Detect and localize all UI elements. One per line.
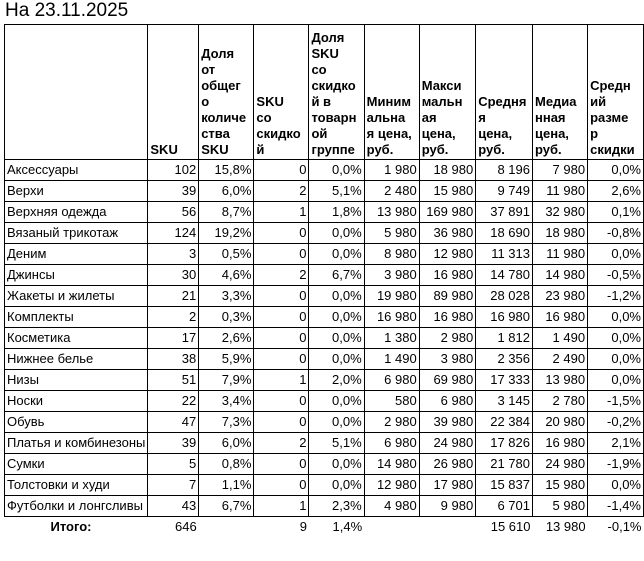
value-cell[interactable]: 0: [254, 328, 309, 349]
value-cell[interactable]: 124: [148, 223, 199, 244]
value-cell[interactable]: 13 980: [533, 370, 588, 391]
value-cell[interactable]: 2 980: [364, 412, 419, 433]
value-cell[interactable]: 3,4%: [199, 391, 254, 412]
value-cell[interactable]: 26 980: [419, 454, 475, 475]
category-cell[interactable]: Сумки: [5, 454, 148, 475]
value-cell[interactable]: 8 980: [364, 244, 419, 265]
table-row: [5, 412, 644, 433]
value-cell[interactable]: 0,0%: [588, 475, 644, 496]
value-cell[interactable]: 18 690: [476, 223, 533, 244]
value-cell[interactable]: 3 980: [364, 265, 419, 286]
value-cell[interactable]: 39 980: [419, 412, 475, 433]
value-cell[interactable]: 1 490: [364, 349, 419, 370]
value-cell[interactable]: 0,0%: [588, 328, 644, 349]
value-cell[interactable]: 22: [148, 391, 199, 412]
value-cell[interactable]: 18 980: [533, 223, 588, 244]
value-cell[interactable]: 0: [254, 286, 309, 307]
value-cell[interactable]: 0,0%: [309, 286, 364, 307]
value-cell[interactable]: 5 980: [364, 223, 419, 244]
category-cell[interactable]: Жакеты и жилеты: [5, 286, 148, 307]
header-category: [5, 25, 148, 160]
value-cell[interactable]: 21 780: [476, 454, 533, 475]
value-cell[interactable]: 15 980: [419, 181, 475, 202]
sku-summary-table: [4, 24, 644, 537]
value-cell[interactable]: 2,6%: [199, 328, 254, 349]
header-max-price: Макси мальн ая цена, руб.: [419, 25, 475, 160]
total-value: 15 610: [490, 519, 531, 534]
value-cell[interactable]: 38: [148, 349, 199, 370]
value-cell[interactable]: 0: [254, 475, 309, 496]
value-cell[interactable]: 2 980: [419, 328, 475, 349]
value-cell[interactable]: 8,7%: [199, 202, 254, 223]
header-avg-price: Средня я цена, руб.: [476, 25, 533, 160]
category-cell[interactable]: Комплекты: [5, 307, 148, 328]
value-cell[interactable]: 5,1%: [309, 433, 364, 454]
value-cell[interactable]: 3 145: [476, 391, 533, 412]
category-cell[interactable]: Носки: [5, 391, 148, 412]
value-cell[interactable]: 0: [254, 412, 309, 433]
table-row: [5, 307, 644, 328]
header-median-price: Медиа нная цена, руб.: [533, 25, 588, 160]
value-cell[interactable]: 4 980: [364, 496, 419, 517]
value-cell[interactable]: 6 980: [364, 370, 419, 391]
value-cell[interactable]: 0: [254, 160, 309, 181]
category-cell[interactable]: Футболки и лонгсливы: [5, 496, 148, 517]
value-cell[interactable]: 17 826: [476, 433, 533, 454]
value-cell[interactable]: 8 196: [476, 160, 533, 181]
value-cell[interactable]: 1: [254, 370, 309, 391]
value-cell[interactable]: 6,0%: [199, 181, 254, 202]
value-cell[interactable]: 0,8%: [199, 454, 254, 475]
table-row: [5, 223, 644, 244]
value-cell[interactable]: 7,9%: [199, 370, 254, 391]
value-cell[interactable]: 3 980: [419, 349, 475, 370]
value-cell[interactable]: 1: [254, 202, 309, 223]
value-cell[interactable]: 2 490: [533, 349, 588, 370]
value-cell[interactable]: 16 980: [419, 307, 475, 328]
value-cell[interactable]: 0,1%: [588, 202, 644, 223]
category-cell[interactable]: Низы: [5, 370, 148, 391]
value-cell[interactable]: 15 837: [476, 475, 533, 496]
value-cell[interactable]: 7,3%: [199, 412, 254, 433]
value-cell[interactable]: 1 812: [476, 328, 533, 349]
table-row: [5, 265, 644, 286]
category-cell[interactable]: Нижнее белье: [5, 349, 148, 370]
category-cell[interactable]: Деним: [5, 244, 148, 265]
total-value: 9: [299, 519, 307, 534]
value-cell[interactable]: -0,5%: [588, 265, 644, 286]
category-cell[interactable]: Платья и комбинезоны: [5, 433, 148, 454]
value-cell[interactable]: 15 980: [533, 475, 588, 496]
value-cell[interactable]: 39: [148, 181, 199, 202]
value-cell[interactable]: 0,3%: [199, 307, 254, 328]
value-cell[interactable]: 0,0%: [309, 349, 364, 370]
value-cell[interactable]: 11 980: [533, 244, 588, 265]
value-cell[interactable]: 0,0%: [309, 391, 364, 412]
header-avg-discount: Средн ий разме р скидки: [588, 25, 644, 160]
value-cell[interactable]: 19 980: [364, 286, 419, 307]
value-cell[interactable]: 16 980: [533, 307, 588, 328]
value-cell[interactable]: 17 333: [476, 370, 533, 391]
value-cell[interactable]: 0,0%: [309, 454, 364, 475]
value-cell[interactable]: 17: [148, 328, 199, 349]
value-cell[interactable]: 1 980: [364, 160, 419, 181]
value-cell[interactable]: 0,0%: [309, 328, 364, 349]
total-value: 646: [174, 519, 197, 534]
value-cell[interactable]: 5 980: [533, 496, 588, 517]
value-cell[interactable]: 102: [148, 160, 199, 181]
value-cell[interactable]: 2,0%: [309, 370, 364, 391]
category-cell[interactable]: Верхи: [5, 181, 148, 202]
table-row: [5, 202, 644, 223]
value-cell[interactable]: 2 480: [364, 181, 419, 202]
value-cell[interactable]: 0,0%: [309, 223, 364, 244]
table-row: [5, 181, 644, 202]
category-cell[interactable]: Джинсы: [5, 265, 148, 286]
value-cell[interactable]: 37 891: [476, 202, 533, 223]
value-cell[interactable]: 16 980: [533, 433, 588, 454]
value-cell[interactable]: 2 356: [476, 349, 533, 370]
category-cell[interactable]: Аксессуары: [5, 160, 148, 181]
header-min-price: Миним альна я цена, руб.: [364, 25, 419, 160]
value-cell[interactable]: 15,8%: [199, 160, 254, 181]
value-cell[interactable]: 6,7%: [309, 265, 364, 286]
value-cell[interactable]: 30: [148, 265, 199, 286]
value-cell[interactable]: 4,6%: [199, 265, 254, 286]
value-cell[interactable]: 0,0%: [588, 370, 644, 391]
category-cell[interactable]: Верхняя одежда: [5, 202, 148, 223]
table-row: [5, 328, 644, 349]
value-cell[interactable]: 6,7%: [199, 496, 254, 517]
total-value: [199, 517, 254, 538]
value-cell[interactable]: 2: [254, 181, 309, 202]
header-row: [5, 25, 644, 160]
value-cell[interactable]: 12 980: [364, 475, 419, 496]
table-row: [5, 244, 644, 265]
value-cell[interactable]: 14 980: [364, 454, 419, 475]
value-cell[interactable]: 5,9%: [199, 349, 254, 370]
header-sku-share: Доля от общег о количе ства SKU: [199, 25, 254, 160]
header-sku: SKU: [148, 25, 199, 160]
total-row: [5, 517, 644, 538]
value-cell[interactable]: 9 980: [419, 496, 475, 517]
category-cell[interactable]: Вязаный трикотаж: [5, 223, 148, 244]
value-cell[interactable]: 32 980: [533, 202, 588, 223]
value-cell[interactable]: 23 980: [533, 286, 588, 307]
value-cell[interactable]: 0,0%: [588, 244, 644, 265]
value-cell[interactable]: 7: [148, 475, 199, 496]
table-row: [5, 391, 644, 412]
value-cell[interactable]: 0: [254, 349, 309, 370]
value-cell[interactable]: 11 313: [476, 244, 533, 265]
value-cell[interactable]: 0,0%: [309, 307, 364, 328]
value-cell[interactable]: 1,8%: [309, 202, 364, 223]
value-cell[interactable]: 2: [148, 307, 199, 328]
value-cell[interactable]: 28 028: [476, 286, 533, 307]
value-cell[interactable]: 0: [254, 223, 309, 244]
total-value: -0,1%: [607, 519, 642, 534]
category-cell[interactable]: Толстовки и худи: [5, 475, 148, 496]
value-cell[interactable]: 21: [148, 286, 199, 307]
value-cell[interactable]: 16 980: [476, 307, 533, 328]
value-cell[interactable]: 0: [254, 244, 309, 265]
value-cell[interactable]: 0: [254, 391, 309, 412]
value-cell[interactable]: -0,2%: [588, 412, 644, 433]
value-cell[interactable]: 6 980: [364, 433, 419, 454]
total-label: Итого:: [50, 519, 92, 534]
value-cell[interactable]: 2: [254, 265, 309, 286]
value-cell[interactable]: 47: [148, 412, 199, 433]
total-value: 1,4%: [332, 519, 363, 534]
table-row: [5, 496, 644, 517]
value-cell[interactable]: 2,3%: [309, 496, 364, 517]
value-cell[interactable]: 51: [148, 370, 199, 391]
value-cell[interactable]: 14 780: [476, 265, 533, 286]
value-cell[interactable]: 56: [148, 202, 199, 223]
value-cell[interactable]: 580: [364, 391, 419, 412]
value-cell[interactable]: 0,0%: [309, 160, 364, 181]
value-cell[interactable]: 5: [148, 454, 199, 475]
value-cell[interactable]: 24 980: [419, 433, 475, 454]
value-cell[interactable]: 19,2%: [199, 223, 254, 244]
value-cell[interactable]: 9 749: [476, 181, 533, 202]
value-cell[interactable]: 0,5%: [199, 244, 254, 265]
value-cell[interactable]: 0,0%: [588, 307, 644, 328]
value-cell[interactable]: 18 980: [419, 160, 475, 181]
value-cell[interactable]: 16 980: [419, 265, 475, 286]
value-cell[interactable]: 0: [254, 307, 309, 328]
value-cell[interactable]: 36 980: [419, 223, 475, 244]
value-cell[interactable]: 0,0%: [588, 160, 644, 181]
value-cell[interactable]: 0: [254, 454, 309, 475]
table-row: [5, 370, 644, 391]
header-sku-discount: SKU со скидко й: [254, 25, 309, 160]
category-cell[interactable]: Обувь: [5, 412, 148, 433]
value-cell[interactable]: 1: [254, 496, 309, 517]
value-cell[interactable]: 22 384: [476, 412, 533, 433]
value-cell[interactable]: 7 980: [533, 160, 588, 181]
table-row: [5, 160, 644, 181]
value-cell[interactable]: 89 980: [419, 286, 475, 307]
value-cell[interactable]: -1,4%: [588, 496, 644, 517]
value-cell[interactable]: 69 980: [419, 370, 475, 391]
report-date-title: На 23.11.2025: [5, 0, 129, 21]
value-cell[interactable]: 0,0%: [309, 412, 364, 433]
value-cell[interactable]: 3,3%: [199, 286, 254, 307]
header-discount-share: Доля SKU со скидко й в товарн ой группе: [309, 25, 364, 160]
category-cell[interactable]: Косметика: [5, 328, 148, 349]
table-row: [5, 433, 644, 454]
value-cell[interactable]: 2 780: [533, 391, 588, 412]
value-cell[interactable]: 6,0%: [199, 433, 254, 454]
value-cell[interactable]: 12 980: [419, 244, 475, 265]
total-value: [419, 517, 475, 538]
value-cell[interactable]: 17 980: [419, 475, 475, 496]
value-cell[interactable]: -1,5%: [588, 391, 644, 412]
value-cell[interactable]: 39: [148, 433, 199, 454]
value-cell[interactable]: 20 980: [533, 412, 588, 433]
value-cell[interactable]: 16 980: [364, 307, 419, 328]
value-cell[interactable]: 0,0%: [309, 244, 364, 265]
value-cell[interactable]: 2,1%: [588, 433, 644, 454]
value-cell[interactable]: 1 380: [364, 328, 419, 349]
total-value: 13 980: [545, 519, 586, 534]
value-cell[interactable]: 6 980: [419, 391, 475, 412]
value-cell[interactable]: -1,9%: [588, 454, 644, 475]
value-cell[interactable]: 0,0%: [588, 349, 644, 370]
value-cell[interactable]: 3: [148, 244, 199, 265]
value-cell[interactable]: 5,1%: [309, 181, 364, 202]
table-row: [5, 475, 644, 496]
value-cell[interactable]: 2: [254, 433, 309, 454]
table-row: [5, 454, 644, 475]
value-cell[interactable]: 1,1%: [199, 475, 254, 496]
table-row: [5, 286, 644, 307]
table-row: [5, 349, 644, 370]
value-cell[interactable]: 1 490: [533, 328, 588, 349]
value-cell[interactable]: 11 980: [533, 181, 588, 202]
value-cell[interactable]: 13 980: [364, 202, 419, 223]
value-cell[interactable]: 2,6%: [588, 181, 644, 202]
value-cell[interactable]: 6 701: [476, 496, 533, 517]
value-cell[interactable]: 0,0%: [309, 475, 364, 496]
value-cell[interactable]: -1,2%: [588, 286, 644, 307]
value-cell[interactable]: -0,8%: [588, 223, 644, 244]
value-cell[interactable]: 43: [148, 496, 199, 517]
value-cell[interactable]: 24 980: [533, 454, 588, 475]
value-cell[interactable]: 14 980: [533, 265, 588, 286]
value-cell[interactable]: 169 980: [419, 202, 475, 223]
total-value: [364, 517, 419, 538]
